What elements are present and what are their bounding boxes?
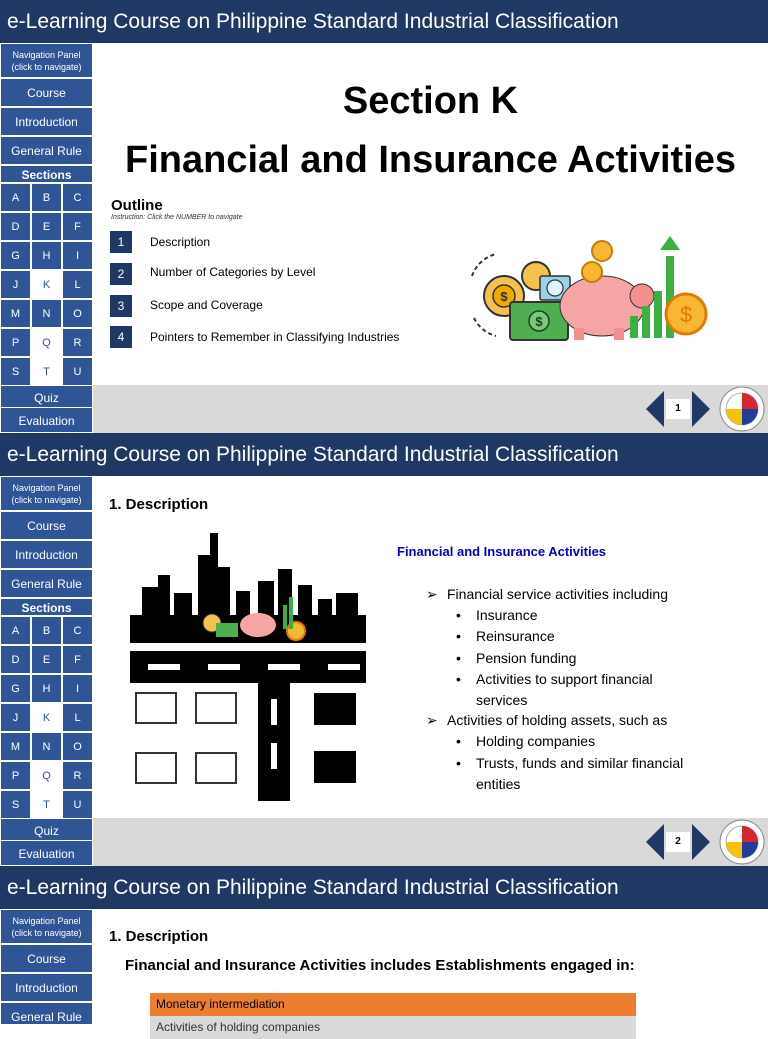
section-letter-b[interactable]: B (31, 183, 62, 212)
sub-item-continued: entities (476, 776, 521, 792)
slide-1 (0, 0, 768, 433)
nav-quiz-button[interactable]: Quiz (0, 383, 93, 412)
section-letter-o[interactable]: O (62, 299, 93, 328)
navigation-panel-title (0, 43, 93, 78)
svg-text:$: $ (679, 302, 693, 327)
nav-panel-line1: Navigation Panel (12, 916, 81, 926)
slide-header: e-Learning Course on Philippine Standard Industrial Classification (0, 0, 768, 43)
store-icon (314, 693, 356, 783)
outline-number-3[interactable]: 3 (110, 295, 132, 317)
sub-item: Holding companies (476, 733, 596, 749)
section-letter-s[interactable]: S (0, 357, 31, 386)
section-letter-r[interactable]: R (62, 761, 93, 790)
psa-seal-icon (719, 386, 765, 432)
bullet-dot-icon: • (456, 607, 461, 623)
bullet-arrow-icon: ➢ (426, 712, 438, 728)
nav-course-button[interactable]: Course (0, 78, 93, 107)
section-letter-n[interactable]: N (31, 299, 62, 328)
outline-item-1: Description (150, 235, 211, 249)
page-number: 2 (666, 832, 690, 852)
section-letter-d[interactable]: D (0, 645, 31, 674)
section-letter-c[interactable]: C (62, 616, 93, 645)
finance-illustration (464, 236, 714, 346)
prev-arrow-icon[interactable] (646, 824, 664, 860)
section-letter-l[interactable]: L (62, 703, 93, 732)
section-letter-o[interactable]: O (62, 732, 93, 761)
sub-item: Activities to support financial (476, 671, 653, 687)
bank-icon (136, 693, 236, 783)
psa-seal-icon (719, 819, 765, 865)
svg-text:$: $ (500, 289, 508, 304)
navigation-panel (0, 43, 93, 433)
category-row-monetary: Monetary intermediation (150, 993, 636, 1016)
svg-text:$: $ (535, 314, 543, 329)
sub-item: Reinsurance (476, 628, 555, 644)
nav-quiz-button[interactable]: Quiz (0, 816, 93, 845)
slide-footer (93, 385, 768, 433)
section-letter-k[interactable]: K (31, 270, 62, 299)
nav-panel-line1: Navigation Panel (12, 50, 81, 60)
nav-panel-line2: (click to navigate) (11, 928, 82, 938)
section-letter-f[interactable]: F (62, 645, 93, 674)
nav-panel-line2: (click to navigate) (11, 62, 82, 72)
section-letter-d[interactable]: D (0, 212, 31, 241)
nav-sections-label: Sections (0, 598, 93, 616)
section-letter-g[interactable]: G (0, 241, 31, 270)
description-heading: 1. Description (109, 496, 209, 513)
section-letter-a[interactable]: A (0, 183, 31, 212)
navigation-panel-title (0, 909, 93, 944)
section-letter-k[interactable]: K (31, 703, 62, 732)
slide-header: e-Learning Course on Philippine Standard Industrial Classification (0, 866, 768, 909)
section-letter-f[interactable]: F (62, 212, 93, 241)
nav-panel-line1: Navigation Panel (12, 483, 81, 493)
outline-item-4: Pointers to Remember in Classifying Industries (150, 330, 400, 344)
nav-general-rule-button[interactable]: General Rule (0, 136, 93, 165)
section-letter-j[interactable]: J (0, 703, 31, 732)
bullet-dot-icon: • (456, 755, 461, 771)
bullet-dot-icon: • (456, 650, 461, 666)
section-letter-t[interactable]: T (31, 357, 62, 386)
nav-introduction-button[interactable]: Introduction (0, 107, 93, 136)
outline-number-4[interactable]: 4 (110, 326, 132, 348)
outline-item-3: Scope and Coverage (150, 298, 263, 312)
section-letter-q[interactable]: Q (31, 328, 62, 357)
section-letter-i[interactable]: I (62, 674, 93, 703)
page-number: 1 (666, 399, 690, 419)
nav-introduction-button[interactable]: Introduction (0, 540, 93, 569)
outline-number-1[interactable]: 1 (110, 231, 132, 253)
nav-course-button[interactable]: Course (0, 944, 93, 973)
outline-instruction: Instruction: Click the NUMBER to navigate (111, 214, 243, 221)
nav-panel-line2: (click to navigate) (11, 495, 82, 505)
section-letter-a[interactable]: A (0, 616, 31, 645)
section-letter-i[interactable]: I (62, 241, 93, 270)
section-letter-q[interactable]: Q (31, 761, 62, 790)
nav-general-rule-button[interactable]: General Rule (0, 1002, 93, 1024)
nav-general-rule-button[interactable]: General Rule (0, 569, 93, 598)
next-arrow-icon[interactable] (692, 824, 710, 860)
section-letter-h[interactable]: H (31, 241, 62, 270)
next-arrow-icon[interactable] (692, 391, 710, 427)
sub-item-continued: services (476, 692, 528, 708)
slide-header: e-Learning Course on Philippine Standard Industrial Classification (0, 433, 768, 476)
category-row-holding: Activities of holding companies (150, 1016, 636, 1039)
slide-2 (0, 433, 768, 866)
bullet-dot-icon: • (456, 671, 461, 687)
section-letter-g[interactable]: G (0, 674, 31, 703)
section-letter-t[interactable]: T (31, 790, 62, 819)
slide-footer (93, 818, 768, 866)
bullet-dot-icon: • (456, 628, 461, 644)
section-letter-n[interactable]: N (31, 732, 62, 761)
section-letter-u[interactable]: U (62, 790, 93, 819)
navigation-panel (0, 476, 93, 866)
money-bill-icon (510, 302, 568, 340)
nav-introduction-button[interactable]: Introduction (0, 973, 93, 1002)
dollar-coin-icon (666, 294, 706, 334)
sub-item: Insurance (476, 607, 538, 623)
slide-title-section: Section K (342, 80, 519, 122)
section-letter-c[interactable]: C (62, 183, 93, 212)
nav-evaluation-button[interactable]: Evaluation (0, 840, 93, 866)
section-letter-p[interactable]: P (0, 761, 31, 790)
section-letter-j[interactable]: J (0, 270, 31, 299)
city-finance-illustration (128, 523, 368, 803)
section-letter-l[interactable]: L (62, 270, 93, 299)
bullet-arrow-icon: ➢ (426, 586, 438, 602)
bullet-dot-icon: • (456, 733, 461, 749)
financial-activities-heading: Financial and Insurance Activities (397, 544, 607, 559)
outline-heading: Outline (111, 197, 163, 214)
navigation-panel (0, 909, 93, 1024)
section-letter-m[interactable]: M (0, 299, 31, 328)
establishments-heading: Financial and Insurance Activities includes Establishments engaged in: (125, 957, 635, 974)
section-letter-r[interactable]: R (62, 328, 93, 357)
section-letter-p[interactable]: P (0, 328, 31, 357)
outline-number-2[interactable]: 2 (110, 263, 132, 285)
section-letter-e[interactable]: E (31, 212, 62, 241)
nav-sections-label: Sections (0, 165, 93, 183)
outline-item-2: Number of Categories by Level (150, 265, 316, 279)
prev-arrow-icon[interactable] (646, 391, 664, 427)
slide-title-name: Financial and Insurance Activities (124, 139, 736, 181)
sub-item: Trusts, funds and similar financial (476, 755, 684, 771)
section-letter-b[interactable]: B (31, 616, 62, 645)
section-letter-m[interactable]: M (0, 732, 31, 761)
section-letter-u[interactable]: U (62, 357, 93, 386)
description-heading: 1. Description (109, 928, 209, 945)
nav-course-button[interactable]: Course (0, 511, 93, 540)
section-letter-s[interactable]: S (0, 790, 31, 819)
sub-item: Pension funding (476, 650, 577, 666)
nav-evaluation-button[interactable]: Evaluation (0, 407, 93, 433)
bullet-holding-assets: Activities of holding assets, such as (447, 712, 668, 728)
navigation-panel-title (0, 476, 93, 511)
section-letter-h[interactable]: H (31, 674, 62, 703)
piggy-bank-icon (560, 276, 654, 340)
bullet-financial-services: Financial service activities including (447, 586, 668, 602)
section-letter-e[interactable]: E (31, 645, 62, 674)
